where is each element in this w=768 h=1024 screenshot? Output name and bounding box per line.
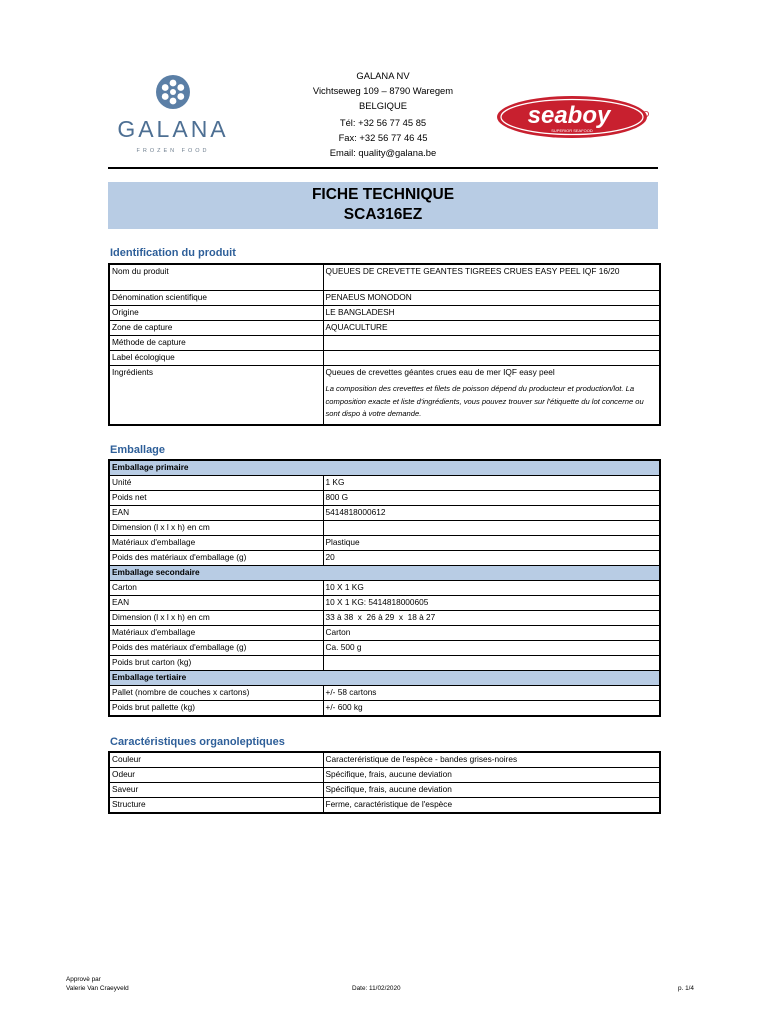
- row-value: Caracteréristique de l'espèce - bandes grises-noires: [323, 752, 660, 768]
- footer-date: Date: 11/02/2020: [352, 985, 401, 992]
- row-value: AQUACULTURE: [323, 321, 660, 336]
- row-value: LE BANGLADESH: [323, 306, 660, 321]
- row-label: Zone de capture: [109, 321, 323, 336]
- row-label: EAN: [109, 596, 323, 611]
- row-value: Carton: [323, 626, 660, 641]
- row-value: Ca. 500 g: [323, 641, 660, 656]
- company-name: GALANA NV: [356, 70, 410, 81]
- section-heading-organoleptiques: Caractéristiques organoleptiques: [110, 736, 285, 748]
- header-divider: [108, 167, 658, 169]
- table-row: [109, 656, 660, 671]
- row-label: Couleur: [109, 752, 323, 768]
- section-heading-identification: Identification du produit: [110, 247, 236, 259]
- row-label: Matériaux d'emballage: [109, 536, 323, 551]
- row-value: +/- 600 kg: [323, 701, 660, 717]
- row-value: PENAEUS MONODON: [323, 291, 660, 306]
- company-country: BELGIQUE: [359, 100, 407, 111]
- ingredients-note: La composition des crevettes et filets de poisson dépend du producteur et production/lot. La composition exacte et liste d'ingrédients, vous pouvez trouver sur l'étiquette du lot concerne ou sont dispo à votre demande.: [325, 384, 644, 418]
- row-value: [323, 351, 660, 366]
- product-code: SCA316EZ: [343, 206, 423, 223]
- row-label: Poids brut carton (kg): [109, 656, 323, 671]
- table-row: [109, 641, 660, 656]
- footer-page-number: p. 1/4: [678, 985, 694, 992]
- row-value: [323, 336, 660, 351]
- table-row: [109, 291, 660, 306]
- table-row: [109, 264, 660, 291]
- table-row: [109, 491, 660, 506]
- row-label: Label écologique: [109, 351, 323, 366]
- table-subheader: [109, 671, 660, 686]
- row-label: Odeur: [109, 768, 323, 783]
- table-row: [109, 336, 660, 351]
- row-label: Origine: [109, 306, 323, 321]
- row-label: Dimension (l x l x h) en cm: [109, 611, 323, 626]
- table-row: [109, 536, 660, 551]
- ingredients-cell: [323, 366, 660, 426]
- row-label: Pallet (nombre de couches x cartons): [109, 686, 323, 701]
- row-label: Ingrédients: [109, 366, 323, 426]
- row-value: Ferme, caractéristique de l'espèce: [323, 798, 660, 814]
- row-label: Nom du produit: [109, 264, 323, 291]
- row-value: 1 KG: [323, 476, 660, 491]
- row-value: Spécifique, frais, aucune deviation: [323, 768, 660, 783]
- table-row: [109, 551, 660, 566]
- table-row: [109, 351, 660, 366]
- row-label: Poids net: [109, 491, 323, 506]
- organoleptiques-table: [108, 751, 661, 814]
- company-street: Vichtseweg 109 – 8790 Waregem: [312, 85, 454, 96]
- table-row: [109, 521, 660, 536]
- ingredients-value: Queues de crevettes géantes crues eau de mer IQF easy peel: [325, 367, 555, 377]
- table-subheader: [109, 566, 660, 581]
- row-value: 20: [323, 551, 660, 566]
- company-email: Email: quality@galana.be: [329, 147, 437, 158]
- table-row: [109, 752, 660, 768]
- company-phone: Tél: +32 56 77 45 85: [339, 117, 427, 128]
- approver-name: Valerie Van Craeyveld: [66, 985, 129, 992]
- svg-text:seaboy: seaboy: [527, 102, 611, 129]
- table-row: [109, 581, 660, 596]
- row-value: 10 X 1 KG: 5414818000605: [323, 596, 660, 611]
- row-label: Dimension (l x l x h) en cm: [109, 521, 323, 536]
- row-value: Spécifique, frais, aucune deviation: [323, 783, 660, 798]
- subheader-primaire: Emballage primaire: [109, 460, 660, 476]
- section-heading-emballage: Emballage: [110, 444, 166, 456]
- table-row: [109, 701, 660, 717]
- company-address-block: [283, 68, 483, 160]
- table-row: [109, 306, 660, 321]
- identification-table: [108, 263, 661, 426]
- table-row: [109, 596, 660, 611]
- row-value: +/- 58 cartons: [323, 686, 660, 701]
- svg-text:SUPERIOR SEAFOOD: SUPERIOR SEAFOOD: [551, 128, 593, 133]
- galana-logo-word: GALANA: [117, 116, 229, 142]
- row-label: Dénomination scientifique: [109, 291, 323, 306]
- table-row: [109, 768, 660, 783]
- table-row: [109, 783, 660, 798]
- footer-approval: [66, 975, 129, 993]
- company-fax: Fax: +32 56 77 46 45: [338, 132, 428, 143]
- table-row: [109, 626, 660, 641]
- galana-logo-tagline: FROZEN FOOD: [136, 148, 210, 154]
- row-label: Poids des matériaux d'emballage (g): [109, 641, 323, 656]
- row-value: Plastique: [323, 536, 660, 551]
- document-title-band: [108, 182, 658, 229]
- row-label: Carton: [109, 581, 323, 596]
- table-row: [109, 686, 660, 701]
- table-row-ingredients: [109, 366, 660, 426]
- row-value: 5414818000612: [323, 506, 660, 521]
- subheader-secondaire: Emballage secondaire: [109, 566, 660, 581]
- row-label: Saveur: [109, 783, 323, 798]
- row-label: Structure: [109, 798, 323, 814]
- galana-flower-logo: [108, 70, 238, 160]
- emballage-table: [108, 459, 661, 717]
- row-label: Unité: [109, 476, 323, 491]
- row-value: [323, 521, 660, 536]
- document-title: FICHE TECHNIQUE: [311, 186, 455, 203]
- row-label: Matériaux d'emballage: [109, 626, 323, 641]
- row-value: 10 X 1 KG: [323, 581, 660, 596]
- row-label: EAN: [109, 506, 323, 521]
- row-value: 800 G: [323, 491, 660, 506]
- row-label: Poids brut pallette (kg): [109, 701, 323, 717]
- table-row: [109, 798, 660, 814]
- subheader-tertiaire: Emballage tertiaire: [109, 671, 660, 686]
- table-row: [109, 611, 660, 626]
- row-label: Poids des matériaux d'emballage (g): [109, 551, 323, 566]
- row-label: Méthode de capture: [109, 336, 323, 351]
- table-row: [109, 321, 660, 336]
- table-subheader: [109, 460, 660, 476]
- approved-label: Approvè par: [66, 976, 101, 983]
- table-row: [109, 506, 660, 521]
- row-value: QUEUES DE CREVETTE GEANTES TIGREES CRUES EASY PEEL IQF 16/20: [323, 264, 660, 291]
- row-value: [323, 656, 660, 671]
- seaboy-logo: [496, 94, 654, 140]
- table-row: [109, 476, 660, 491]
- row-value: 33 à 38 x 26 à 29 x 18 à 27: [323, 611, 660, 626]
